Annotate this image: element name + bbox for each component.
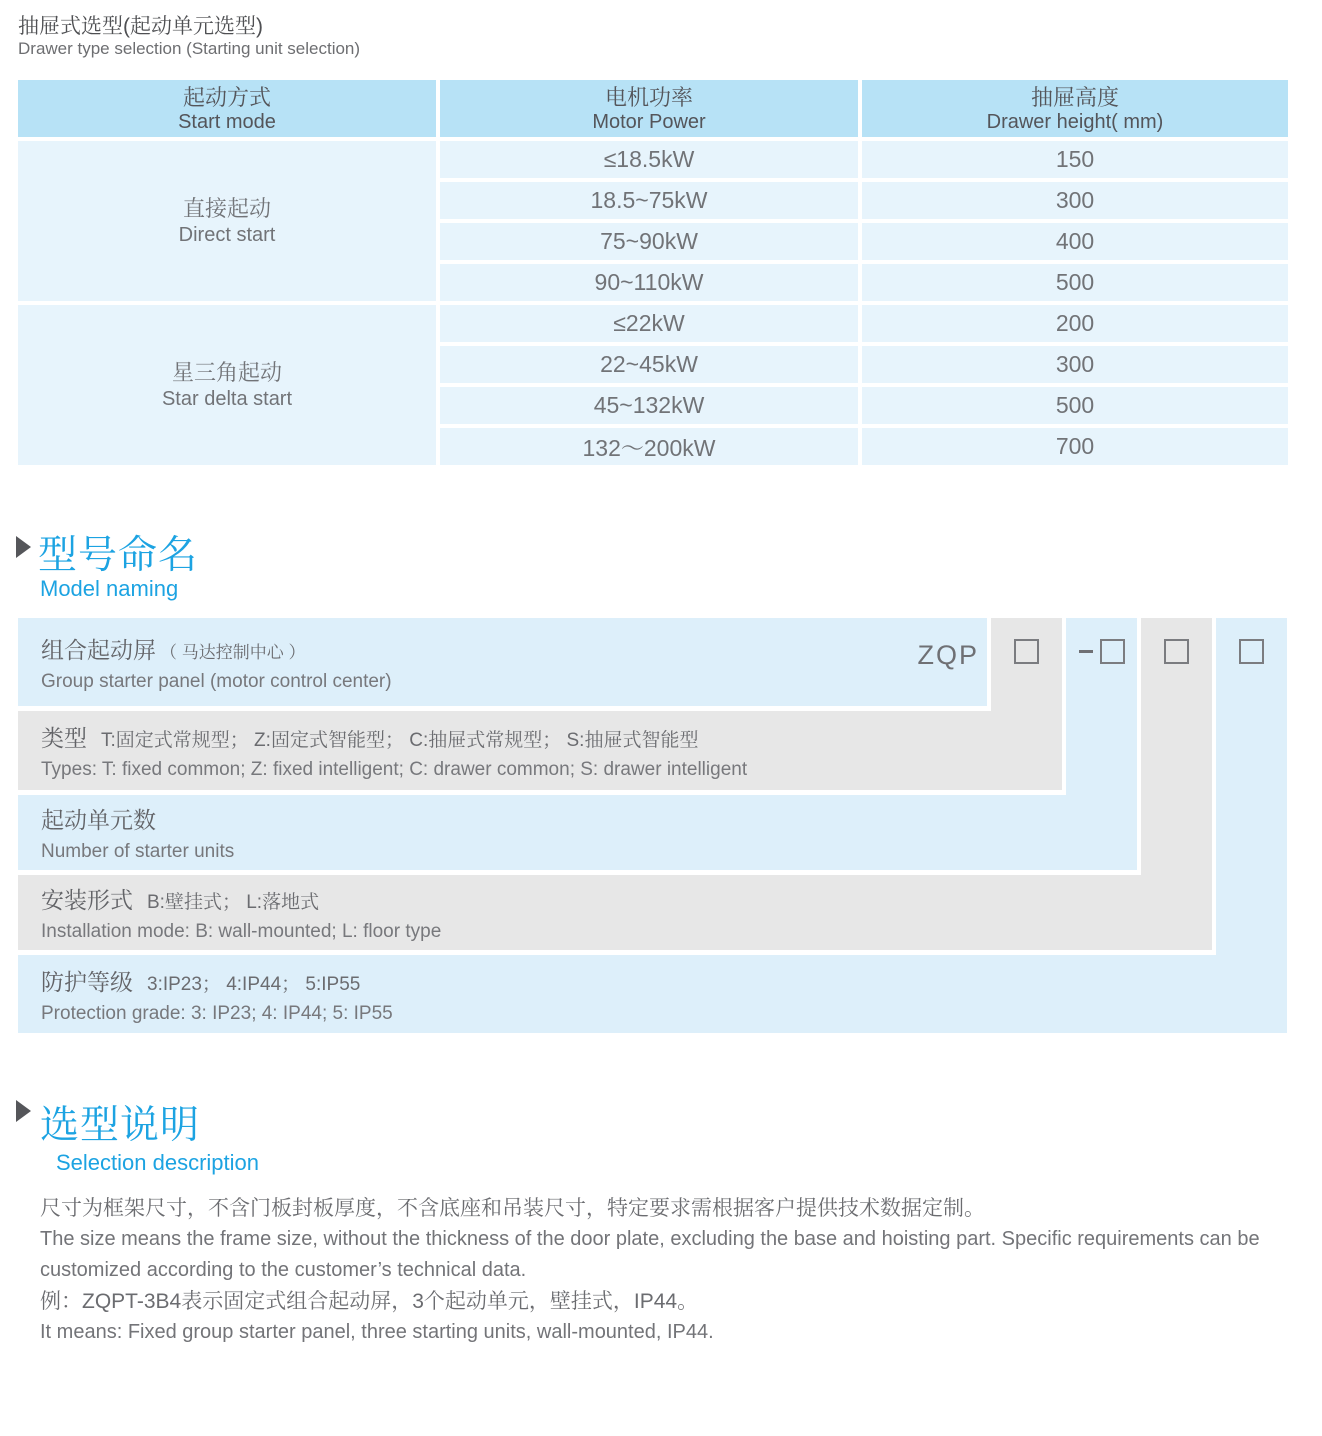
height-cell: 500 — [862, 387, 1288, 424]
height-cell: 150 — [862, 141, 1288, 178]
naming-band-group-starter-panel — [18, 618, 987, 706]
power-cell: ≤18.5kW — [440, 141, 858, 178]
model-naming-title-en: Model naming — [40, 576, 179, 601]
header-en: Drawer height( mm) — [986, 110, 1164, 133]
naming-box-type — [1014, 639, 1039, 664]
power-cell: 75~90kW — [440, 223, 858, 260]
section-marker-icon — [16, 1100, 31, 1122]
height-cell: 700 — [862, 428, 1288, 465]
header-zh: 电机功率 — [604, 84, 693, 110]
selection-table — [18, 80, 1288, 465]
band-label-zh: 安装形式 — [41, 887, 133, 913]
desc-line: customized according to the customer’s technical data. — [40, 1259, 527, 1281]
band-line-en: Types: T: fixed common; Z: fixed intelligent; C: drawer common; S: drawer intelligent — [41, 759, 748, 780]
page-title-zh: 抽屉式选型(起动单元选型) — [18, 15, 263, 38]
band-line-zh — [41, 632, 987, 665]
height-cell: 500 — [862, 264, 1288, 301]
desc-line: 尺寸为框架尺寸，不含门板封板厚度，不含底座和吊装尺寸，特定要求需根据客户提供技术数据定制。 — [40, 1197, 985, 1220]
desc-line: It means: Fixed group starter panel, three starting units, wall-mounted, IP44. — [40, 1321, 714, 1343]
dash-icon — [1079, 650, 1093, 653]
header-zh: 抽屉高度 — [1030, 84, 1119, 110]
section-marker-icon — [16, 536, 31, 558]
selection-description-body — [40, 1193, 1296, 1348]
col-header-motor-power — [440, 80, 858, 137]
power-cell: 132～200kW — [440, 428, 858, 465]
naming-band-protection-grade — [18, 955, 1287, 1033]
header-en: Start mode — [178, 110, 276, 133]
band-line-en: Number of starter units — [41, 841, 235, 862]
band-label-zh: 防护等级 — [41, 968, 133, 995]
power-cell: ≤22kW — [440, 305, 858, 342]
band-desc-zh: 3:IP23； 4:IP44； 5:IP55 — [147, 973, 361, 995]
band-line-en: Group starter panel (motor control center) — [41, 670, 392, 692]
header-en: Motor Power — [592, 110, 706, 133]
band-line-en: Installation mode: B: wall-mounted; L: floor type — [41, 921, 442, 942]
height-cell: 300 — [862, 346, 1288, 383]
band-line-zh — [41, 964, 1287, 997]
selection-description-title-zh: 选型说明 — [40, 1104, 201, 1147]
naming-box-installation — [1164, 639, 1189, 664]
naming-band-types — [18, 711, 1062, 790]
naming-band-installation-mode — [18, 875, 1212, 950]
mode-en: Direct start — [178, 224, 276, 246]
page-title-en: Drawer type selection (Starting unit selection) — [18, 39, 361, 58]
desc-line: The size means the frame size, without the thickness of the door plate, excluding the base and hoisting part. Specific requirements can be — [40, 1228, 1260, 1250]
naming-box-units — [1100, 639, 1125, 664]
naming-column-protection — [1216, 618, 1287, 1033]
band-label-zh: 起动单元数 — [41, 807, 156, 833]
power-cell: 18.5~75kW — [440, 182, 858, 219]
col-header-start-mode — [18, 80, 436, 137]
band-line-zh — [41, 720, 1062, 753]
power-cell: 22~45kW — [440, 346, 858, 383]
mode-zh: 直接起动 — [182, 196, 271, 221]
band-note-zh: （ 马达控制中心 ） — [160, 642, 306, 662]
height-cell: 300 — [862, 182, 1288, 219]
band-line-zh — [41, 882, 1212, 915]
band-label-zh: 组合起动屏 — [41, 636, 156, 663]
naming-box-protection — [1239, 639, 1264, 664]
naming-column-installation — [1141, 618, 1212, 950]
power-cell: 90~110kW — [440, 264, 858, 301]
header-zh: 起动方式 — [182, 84, 271, 110]
height-cell: 200 — [862, 305, 1288, 342]
mode-zh: 星三角起动 — [171, 360, 282, 385]
desc-line: 例：ZQPT-3B4表示固定式组合起动屏，3个起动单元，壁挂式，IP44。 — [40, 1290, 699, 1313]
band-line-en: Protection grade: 3: IP23; 4: IP44; 5: IP55 — [41, 1002, 393, 1024]
naming-column-units — [1066, 618, 1137, 870]
model-naming-title-zh: 型号命名 — [38, 534, 199, 577]
mode-cell-star-delta-start — [18, 305, 436, 465]
power-cell: 45~132kW — [440, 387, 858, 424]
naming-code-zqp: ZQP — [917, 640, 979, 670]
col-header-drawer-height — [862, 80, 1288, 137]
band-desc-zh: B:壁挂式； L:落地式 — [147, 892, 320, 913]
band-desc-zh: T:固定式常规型； Z:固定式智能型； C:抽屉式常规型； S:抽屉式智能型 — [101, 730, 699, 751]
naming-column-type — [991, 618, 1062, 790]
selection-description-title-en: Selection description — [56, 1150, 260, 1175]
mode-en: Star delta start — [161, 388, 293, 410]
mode-cell-direct-start — [18, 141, 436, 301]
height-cell: 400 — [862, 223, 1288, 260]
naming-band-starter-units — [18, 795, 1137, 870]
band-label-zh: 类型 — [41, 725, 87, 751]
